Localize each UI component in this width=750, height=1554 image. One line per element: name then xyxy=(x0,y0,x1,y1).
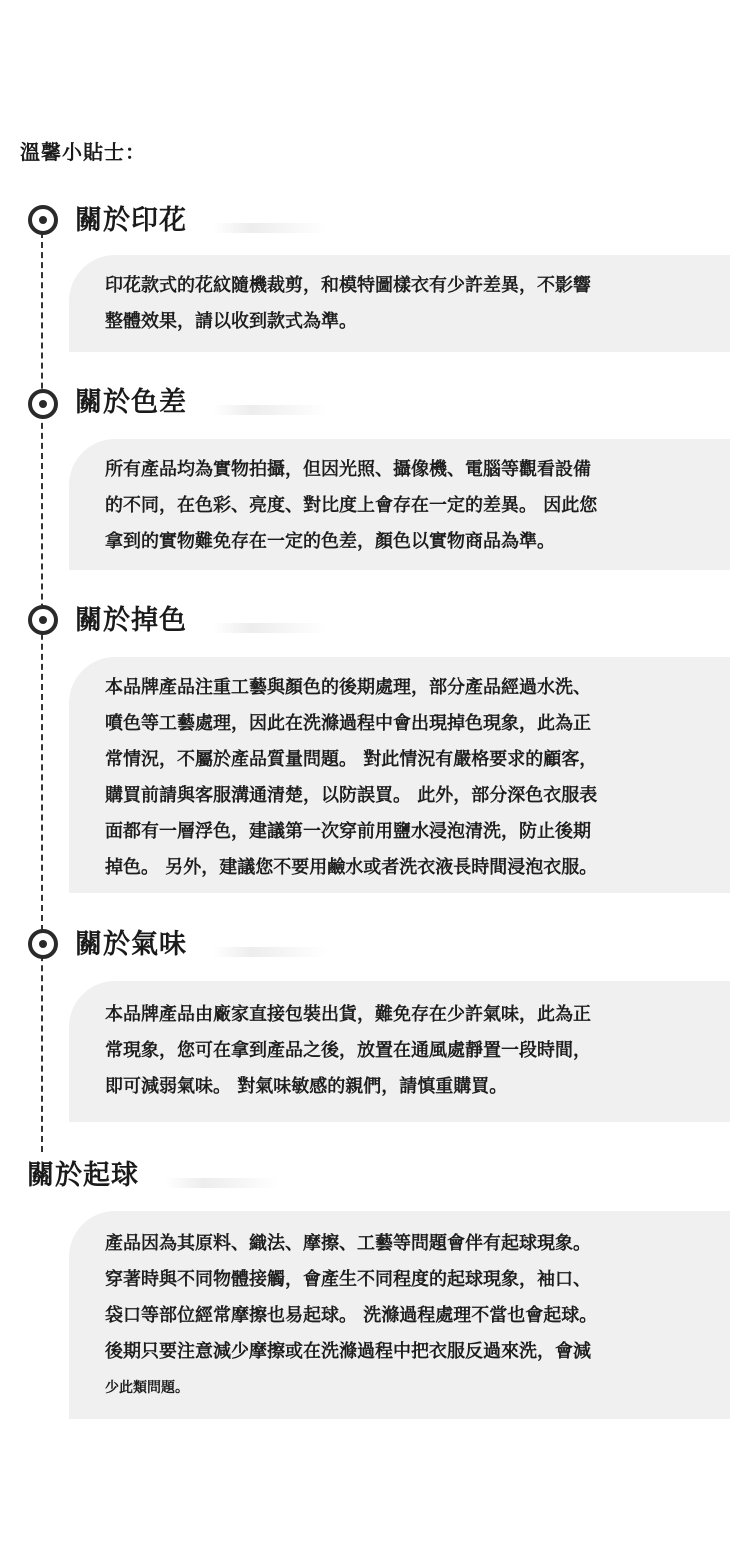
tip-line: 後期只要注意減少摩擦或在洗滌過程中把衣服反過來洗，會減 xyxy=(105,1341,591,1362)
tip-line: 穿著時與不同物體接觸，會產生不同程度的起球現象，袖口、 xyxy=(105,1269,591,1290)
tip-line: 拿到的實物難免存在一定的色差，顏色以實物商品為準。 xyxy=(105,531,555,552)
tip-line: 購買前請與客服溝通清楚，以防誤買。 此外，部分深色衣服表 xyxy=(105,785,598,806)
section-title-print: 關於印花 xyxy=(75,203,327,239)
timeline-dot-icon xyxy=(28,205,58,235)
tip-line: 印花款式的花紋隨機裁剪，和模特圖樣衣有少許差異，不影響 xyxy=(105,275,591,296)
timeline-dot-icon xyxy=(28,605,58,635)
section-title-fading: 關於掉色 xyxy=(75,603,327,639)
section-title-odor: 關於氣味 xyxy=(75,927,327,963)
tip-card-print xyxy=(69,255,730,352)
section-title-pilling: 關於起球 xyxy=(27,1158,279,1194)
tip-line: 噴色等工藝處理，因此在洗滌過程中會出現掉色現象，此為正 xyxy=(105,713,591,734)
tip-card-fading xyxy=(69,657,730,893)
tip-line: 常現象，您可在拿到產品之後，放置在通風處靜置一段時間， xyxy=(105,1040,591,1061)
tip-card-color-difference xyxy=(69,439,730,570)
tip-line: 產品因為其原料、織法、摩擦、工藝等問題會伴有起球現象。 xyxy=(105,1233,591,1254)
tip-line: 袋口等部位經常摩擦也易起球。 洗滌過程處理不當也會起球。 xyxy=(105,1305,598,1326)
tip-line: 所有產品均為實物拍攝，但因光照、攝像機、電腦等觀看設備 xyxy=(105,459,591,480)
tip-line: 掉色。 另外，建議您不要用鹼水或者洗衣液長時間浸泡衣服。 xyxy=(105,857,598,878)
timeline-dashed-line xyxy=(41,232,43,1152)
tip-line: 面都有一層浮色，建議第一次穿前用鹽水浸泡清洗，防止後期 xyxy=(105,821,591,842)
tip-line: 本品牌產品由廠家直接包裝出貨，難免存在少許氣味，此為正 xyxy=(105,1004,591,1025)
tip-line: 常情況，不屬於產品質量問題。 對此情況有嚴格要求的顧客， xyxy=(105,749,598,770)
timeline-dot-icon xyxy=(28,389,58,419)
section-title-color-difference: 關於色差 xyxy=(75,385,327,421)
timeline-dot-icon xyxy=(28,929,58,959)
tip-card-odor xyxy=(69,981,730,1122)
tip-line: 的不同，在色彩、亮度、對比度上會存在一定的差異。 因此您 xyxy=(105,495,598,516)
tip-line: 本品牌產品注重工藝與顏色的後期處理，部分產品經過水洗、 xyxy=(105,677,591,698)
page-title: 溫馨小貼士： xyxy=(20,140,146,164)
tip-line: 少此類問題。 xyxy=(105,1380,189,1396)
tip-card-pilling xyxy=(69,1211,730,1419)
tip-line: 即可減弱氣味。 對氣味敏感的親們，請慎重購買。 xyxy=(105,1076,508,1097)
tip-line: 整體效果，請以收到款式為準。 xyxy=(105,311,357,332)
